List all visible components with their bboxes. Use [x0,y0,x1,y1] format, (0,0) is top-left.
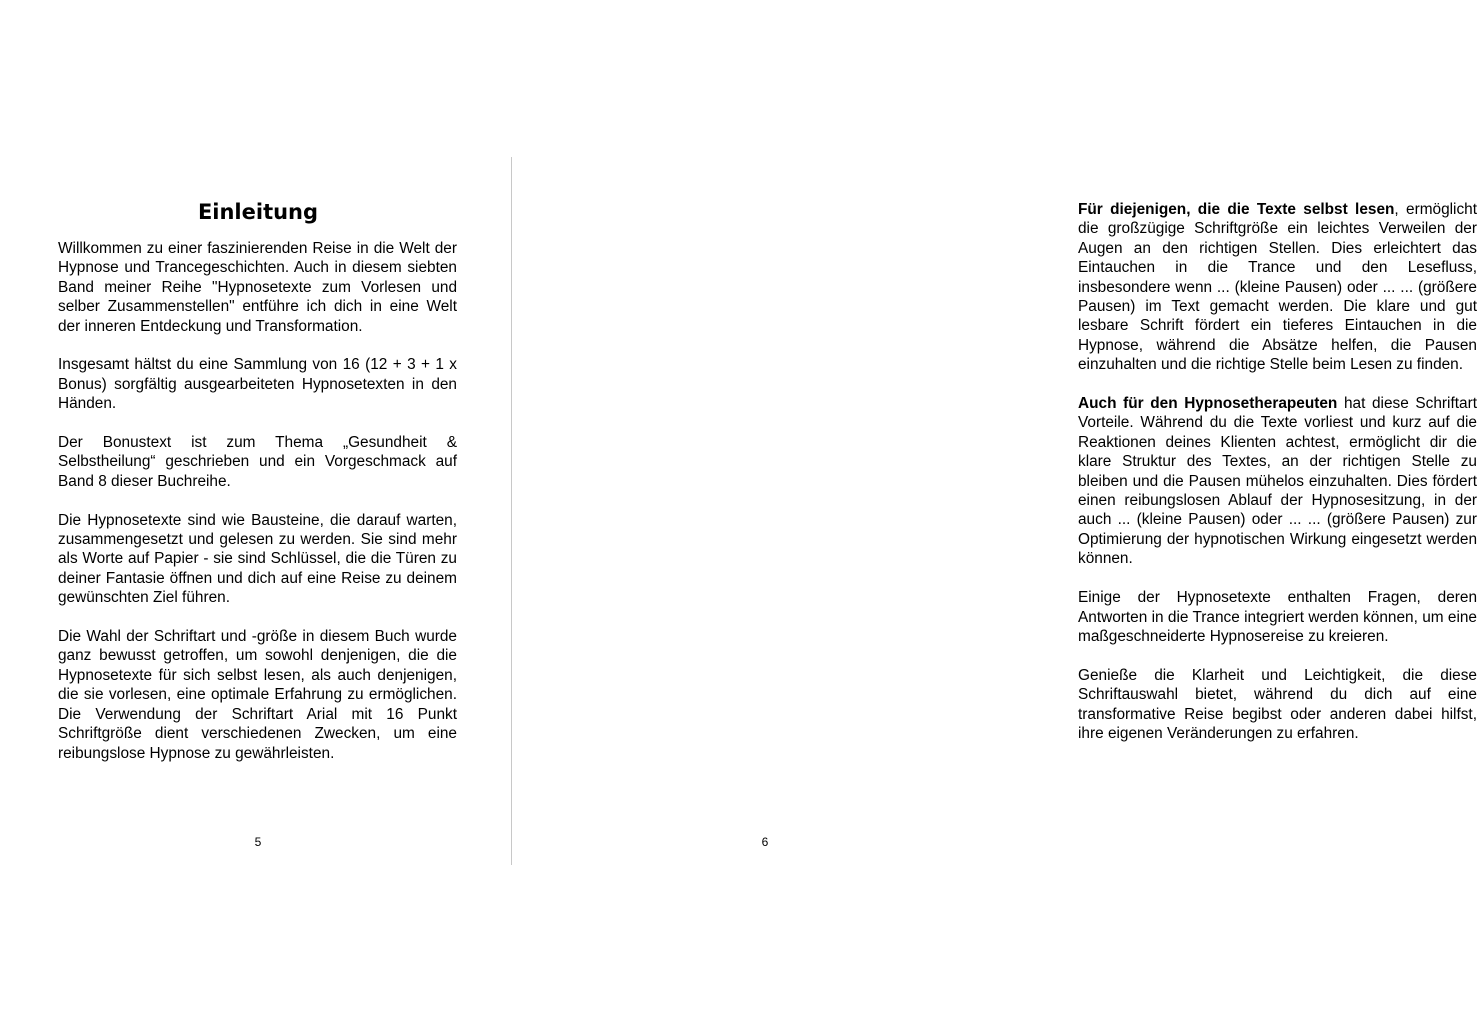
right-page-body [1078,200,1477,743]
page-number: 6 [761,835,769,849]
intro-paragraph: Willkommen zu einer faszinierenden Reise in die Welt der Hypnose und Trancegeschichten. Auch in diesem siebten Band meiner Reihe "Hypnosetexte zum Vorlesen und selber Zusammenstellen" entführe ich dich in eine Welt der inneren Entdeckung und Transformation. [58,240,457,335]
therapist-paragraph [1078,394,1477,569]
font-choice-paragraph: Die Wahl der Schriftart und -größe in diesem Buch wurde ganz bewusst getroffen, um sowohl denjenigen, die die Hypnosetexte für sich selbst lesen, als auch denjenigen, die sie vorlesen, eine optimale Erfahrung zu ermöglichen. Die Verwendung der Schriftart Arial mit 16 Punkt Schriftgröße dient verschiedenen Zwecken, um eine reibungslose Hypnose zu gewährleisten. [58,628,457,762]
left-page-body [58,239,457,763]
questions-paragraph: Einige der Hypnosetexte enthalten Fragen, deren Antworten in die Trance integriert werden können, um eine maßgeschneiderte Hypnosereise zu kreieren. [1078,589,1477,645]
chapter-heading: Einleitung [197,200,319,224]
building-blocks-paragraph: Die Hypnosetexte sind wie Bausteine, die darauf warten, zusammengesetzt und gelesen zu werden. Sie sind mehr als Worte auf Papier - sie sind Schlüssel, die die Türen zu deiner Fantasie öffnen und dich auf eine Reise zu deinem gewünschten Ziel führen. [58,511,457,607]
self-reader-text: , ermöglicht die großzügige Schriftgröße ein leichtes Verweilen der Augen an den richtigen Stellen. Dies erleichtert das Eintauchen in die Trance und den Lesefluss, insbesondere wenn ... (kleine Pausen) oder ... ... (größere Pausen) im Text gemacht werden. Die klare und gut lesbare Schrift fördert ein tieferes Eintauchen in die Hypnose, während die Absätze helfen, die Pausen einzuhalten und die richtige Stelle beim Lesen zu finden. [1078,201,1477,374]
collection-paragraph: Insgesamt hältst du eine Sammlung von 16 (12 + 3 + 1 x Bonus) sorgfältig ausgearbeiteten Hypnosetexten in den Händen. [58,356,457,413]
closing-paragraph: Genieße die Klarheit und Leichtigkeit, die diese Schriftauswahl bietet, während du dich auf eine transformative Reise begibst oder anderen dabei hilfst, ihre eigenen Veränderungen zu erfahren. [1078,666,1477,742]
self-reader-lead: Für diejenigen, die die Texte selbst lesen [1078,201,1395,218]
self-reader-paragraph [1078,200,1477,375]
bonus-paragraph: Der Bonustext ist zum Thema „Gesundheit & Selbstheilung“ geschrieben und ein Vorgeschmack auf Band 8 dieser Buchreihe. [58,434,457,490]
therapist-text: hat diese Schriftart Vorteile. Während du die Texte vorliest und kurz auf die Reaktionen deines Klienten achtest, ermöglicht dir die klare Struktur des Textes, an der richtigen Stelle zu bleiben und die Pausen mühelos einzuhalten. Dies fördert einen reibungslosen Ablauf der Hypnosesitzung, in der auch ... (kleine Pausen) oder ... ... (größere Pausen) zur Optimierung der hypnotischen Wirkung eingesetzt werden können. [1078,395,1477,568]
page-number: 5 [254,835,262,849]
therapist-lead: Auch für den Hypnosetherapeuten [1078,395,1338,413]
left-page [0,0,511,1024]
right-page [512,0,1477,1024]
